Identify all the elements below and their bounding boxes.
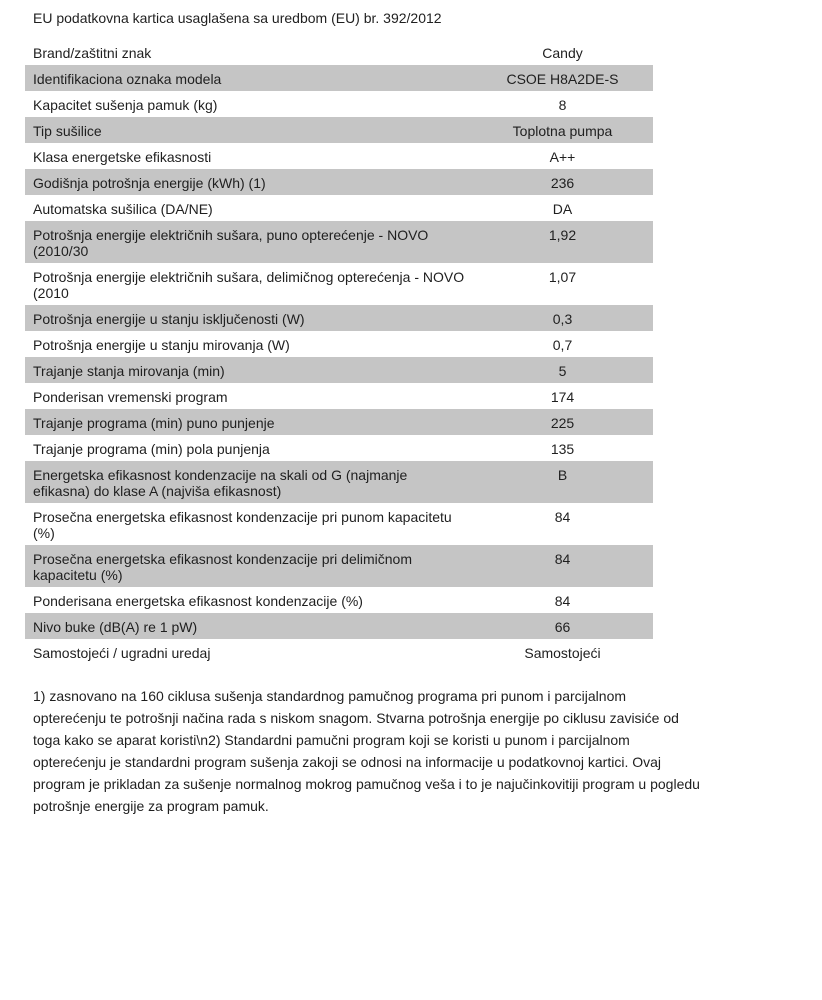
row-label: Klasa energetske efikasnosti (33, 149, 212, 165)
row-label: Brand/zaštitni znak (33, 45, 152, 61)
row-label: Potrošnja energije električnih sušara, puno opterećenje - NOVO (2010/30 (33, 227, 429, 259)
row-label: Potrošnja energije u stanju isključenosti (W) (33, 311, 305, 327)
row-label: Energetska efikasnost kondenzacije na skali od G (najmanje efikasna) do klase A (najviša efikasnost) (33, 467, 408, 499)
table-row (25, 435, 653, 461)
row-value: Toplotna pumpa (512, 123, 613, 139)
table-row (25, 91, 653, 117)
row-value: 0,3 (552, 311, 573, 327)
row-value: 0,7 (552, 337, 573, 353)
data-table (25, 39, 653, 665)
table-row (25, 545, 653, 587)
row-label: Godišnja potrošnja energije (kWh) (1) (33, 175, 266, 191)
row-value: 84 (554, 551, 571, 567)
row-value: Samostojeći (524, 645, 601, 661)
table-row (25, 503, 653, 545)
row-label: Trajanje programa (min) puno punjenje (33, 415, 275, 431)
row-label: Ponderisana energetska efikasnost kondenzacije (%) (33, 593, 363, 609)
row-label: Prosečna energetska efikasnost kondenzacije pri punom kapacitetu (%) (33, 509, 452, 541)
table-row (25, 195, 653, 221)
table-row (25, 169, 653, 195)
footnote-text: 1) zasnovano na 160 ciklusa sušenja standardnog pamučnog programa pri punom i parcijalnom opterećenju te potrošnji načina rada s niskom snagom. Stvarna potrošnja energije po ciklusu zavisiće od toga kako se aparat koristi\n2) Standardni pamučni program koji se koristi u punom i parcijalnom opterećenju je standardni program sušenja zakoji se odnosi na informacije u podatkovnoj kartici. Ovaj program je prikladan za sušenje normalnog mokrog pamučnog veša i to je najučinkovitiji program u pogledu potrošnje energije za program pamuk. (33, 688, 700, 814)
row-value: Candy (542, 45, 583, 61)
table-row (25, 143, 653, 169)
row-value: B (557, 467, 568, 483)
row-label: Potrošnja energije električnih sušara, delimičnog opterećenja - NOVO (2010 (33, 269, 465, 301)
row-value: 84 (554, 593, 571, 609)
row-value: 236 (550, 175, 575, 191)
table-row (25, 221, 653, 263)
row-value: CSOE H8A2DE-S (506, 71, 619, 87)
row-label: Identifikaciona oznaka modela (33, 71, 222, 87)
table-row (25, 263, 653, 305)
table-row (25, 331, 653, 357)
row-label: Trajanje stanja mirovanja (min) (33, 363, 225, 379)
row-value: 1,92 (548, 227, 577, 243)
table-row (25, 587, 653, 613)
row-label: Potrošnja energije u stanju mirovanja (W) (33, 337, 290, 353)
row-value: 225 (550, 415, 575, 431)
table-row (25, 305, 653, 331)
table-row (25, 117, 653, 143)
table-row (25, 613, 653, 639)
table-row (25, 383, 653, 409)
row-value: 8 (558, 97, 567, 113)
row-value: 66 (554, 619, 571, 635)
product-fiche-page (0, 10, 822, 1000)
row-value: 84 (554, 509, 571, 525)
table-row (25, 39, 653, 65)
row-value: 1,07 (548, 269, 577, 285)
row-label: Prosečna energetska efikasnost kondenzacije pri delimičnom kapacitetu (%) (33, 551, 412, 583)
row-label: Samostojeći / ugradni uredaj (33, 645, 211, 661)
table-row (25, 65, 653, 91)
table-row (25, 357, 653, 383)
row-value: A++ (549, 149, 576, 165)
row-label: Tip sušilice (33, 123, 102, 139)
row-value: 5 (558, 363, 567, 379)
row-label: Ponderisan vremenski program (33, 389, 228, 405)
row-value: 135 (550, 441, 575, 457)
row-label: Trajanje programa (min) pola punjenja (33, 441, 270, 457)
table-row (25, 639, 653, 665)
table-row (25, 409, 653, 435)
row-value: DA (552, 201, 573, 217)
page-title: EU podatkovna kartica usaglašena sa uredbom (EU) br. 392/2012 (33, 10, 442, 26)
row-label: Kapacitet sušenja pamuk (kg) (33, 97, 218, 113)
row-value: 174 (550, 389, 575, 405)
table-row (25, 461, 653, 503)
row-label: Automatska sušilica (DA/NE) (33, 201, 213, 217)
row-label: Nivo buke (dB(A) re 1 pW) (33, 619, 198, 635)
